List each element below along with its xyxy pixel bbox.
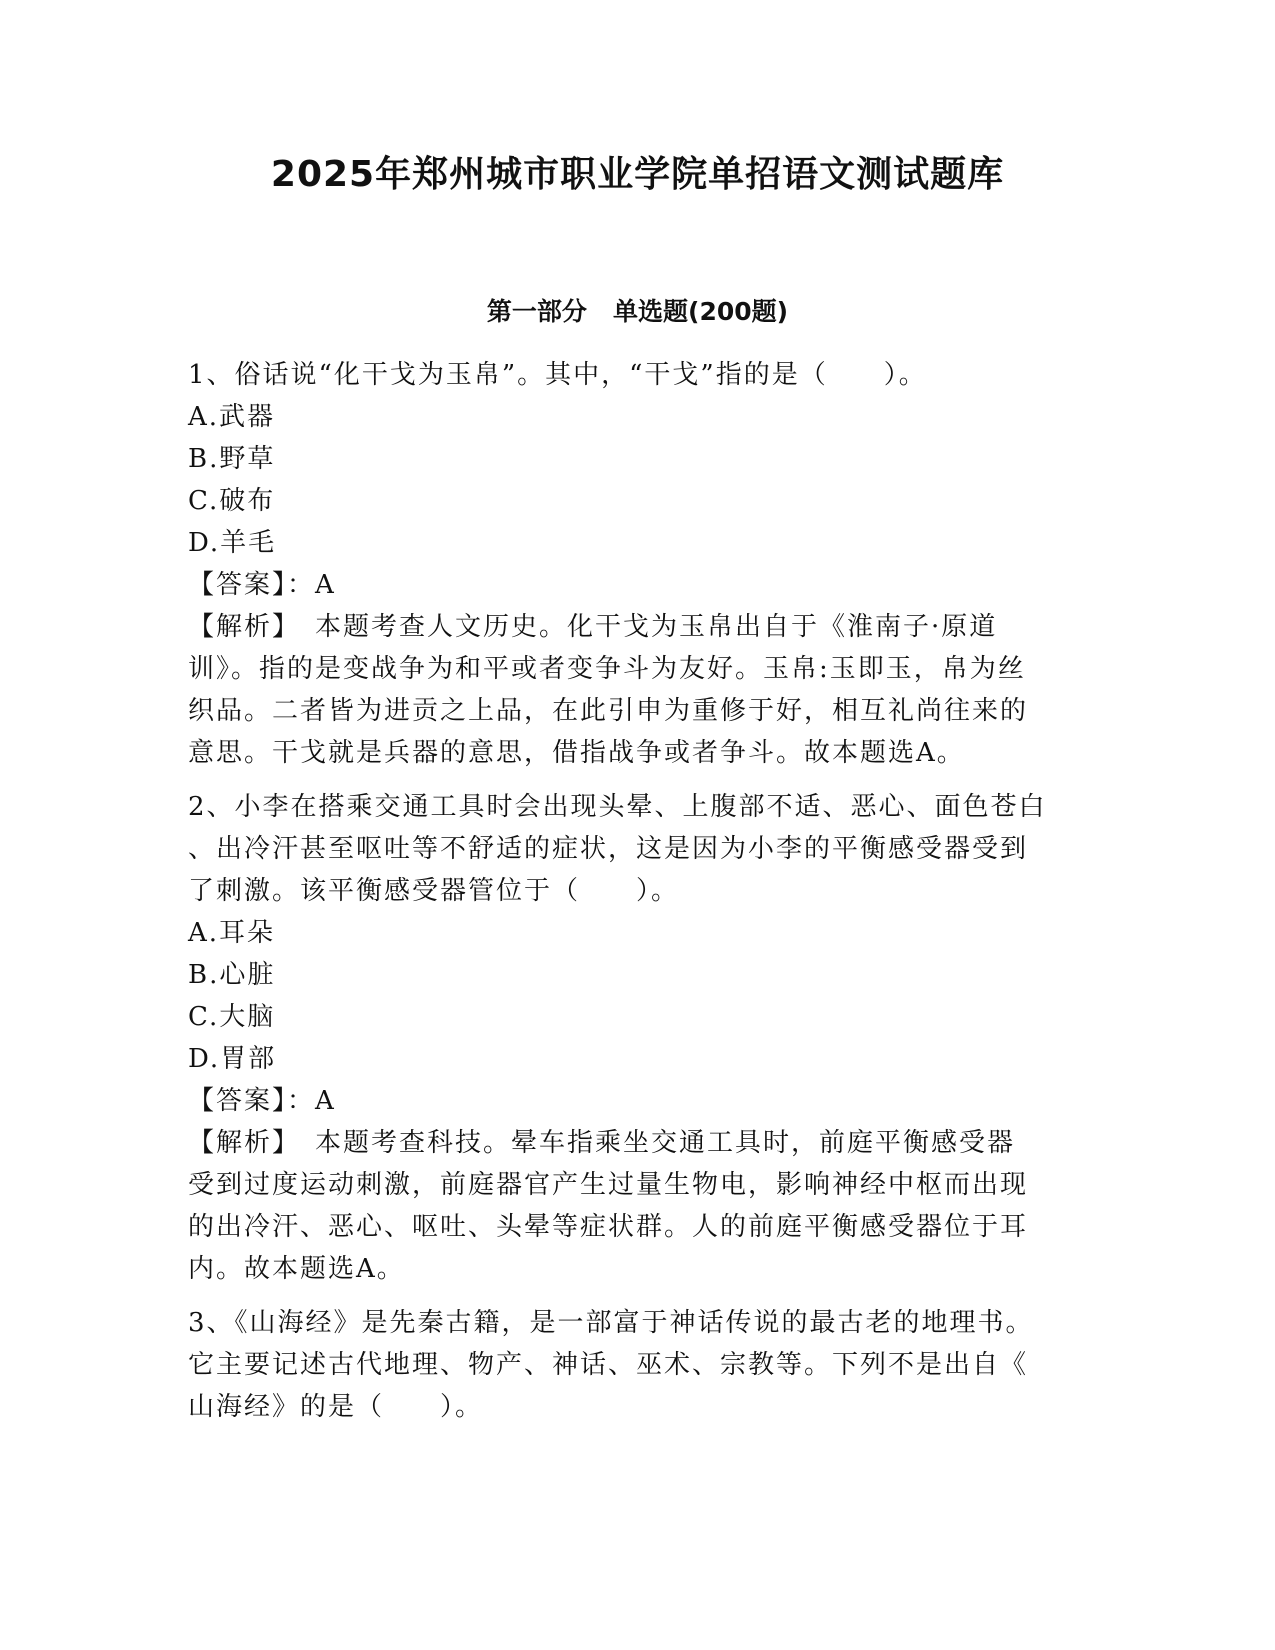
analysis-line: 【解析】 本题考查人文历史。化干戈为玉帛出自于《淮南子·原道 [188, 612, 998, 642]
option-d: D.羊毛 [188, 528, 277, 558]
question-3 [188, 1302, 1088, 1428]
option-b: B.心脏 [188, 960, 276, 990]
option-d: D.胃部 [188, 1044, 277, 1074]
option-a: A.耳朵 [188, 918, 276, 948]
question-stem: 1、俗话说“化干戈为玉帛”。其中，“干戈”指的是（ ）。 [188, 360, 927, 390]
analysis-line: 的出冷汗、恶心、呕吐、头晕等症状群。人的前庭平衡感受器位于耳 [188, 1212, 1029, 1242]
option-c: C.破布 [188, 486, 276, 516]
question-list [188, 354, 1088, 1440]
answer: 【答案】：A [188, 570, 336, 600]
analysis-line: 意思。干戈就是兵器的意思，借指战争或者争斗。故本题选A。 [188, 738, 965, 768]
analysis-line: 受到过度运动刺激，前庭器官产生过量生物电，影响神经中枢而出现 [188, 1170, 1029, 1200]
analysis-line: 内。故本题选A。 [188, 1254, 405, 1284]
question-stem: 、出冷汗甚至呕吐等不舒适的症状，这是因为小李的平衡感受器受到 [188, 834, 1029, 864]
document-title: 2025年郑州城市职业学院单招语文测试题库 [270, 154, 1005, 195]
question-1 [188, 354, 1088, 774]
analysis-line: 织品。二者皆为进贡之上品，在此引申为重修于好，相互礼尚往来的 [188, 696, 1029, 726]
analysis-line: 训》。指的是变战争为和平或者变争斗为友好。玉帛:玉即玉，帛为丝 [188, 654, 1026, 684]
question-stem: 了刺激。该平衡感受器管位于（ ）。 [188, 876, 680, 906]
question-stem: 2、小李在搭乘交通工具时会出现头晕、上腹部不适、恶心、面色苍白 [188, 792, 1047, 822]
section-heading: 第一部分 单选题(200题) [486, 297, 789, 326]
question-2 [188, 786, 1088, 1290]
question-stem: 3、《山海经》是先秦古籍，是一部富于神话传说的最古老的地理书。 [188, 1308, 1034, 1338]
answer: 【答案】：A [188, 1086, 336, 1116]
question-stem: 它主要记述古代地理、物产、神话、巫术、宗教等。下列不是出自《 [188, 1350, 1029, 1380]
question-stem: 山海经》的是（ ）。 [188, 1392, 484, 1422]
option-c: C.大脑 [188, 1002, 276, 1032]
analysis-line: 【解析】 本题考查科技。晕车指乘坐交通工具时，前庭平衡感受器 [188, 1128, 1016, 1158]
option-b: B.野草 [188, 444, 276, 474]
option-a: A.武器 [188, 402, 276, 432]
